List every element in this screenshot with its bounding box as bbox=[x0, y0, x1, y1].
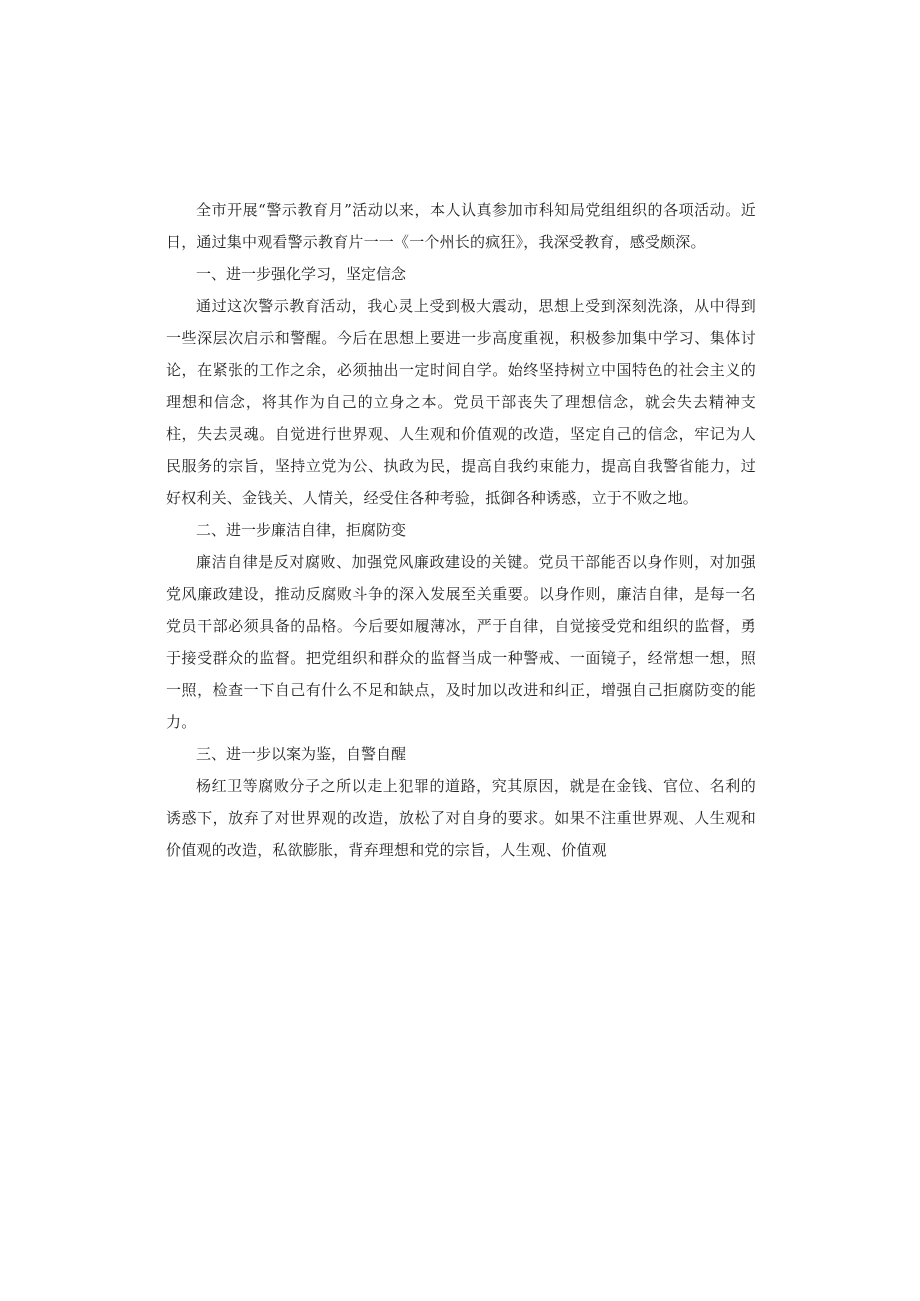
section-3-body: 杨红卫等腐败分子之所以走上犯罪的道路，究其原因，就是在金钱、官位、名利的诱惑下，放弃了对世界观的改造，放松了对自身的要求。如果不注重世界观、人生观和价值观的改造，私欲膨胀，背弃理想和党的宗旨，人生观、价值观 bbox=[166, 777, 756, 859]
section-3-heading: 三、进一步以案为鉴，自警自醒 bbox=[196, 745, 407, 763]
document-page bbox=[166, 194, 756, 866]
section-1-heading: 一、进一步强化学习，坚定信念 bbox=[196, 265, 407, 283]
section-1-body: 通过这次警示教育活动，我心灵上受到极大震动，思想上受到深刻洗涤，从中得到一些深层次启示和警醒。今后在思想上要进一步高度重视，积极参加集中学习、集体讨论，在紧张的工作之余，必须抽出一定时间自学。始终坚持树立中国特色的社会主义的理想和信念，将其作为自己的立身之本。党员干部丧失了理想信念，就会失去精神支柱，失去灵魂。自觉进行世界观、人生观和价值观的改造，坚定自己的信念，牢记为人民服务的宗旨，坚持立党为公、执政为民，提高自我约束能力，提高自我警省能力，过好权利关、金钱关、人情关，经受住各种考验，抵御各种诱惑，立于不败之地。 bbox=[166, 297, 756, 507]
section-2-heading: 二、进一步廉洁自律，拒腐防变 bbox=[196, 521, 407, 539]
intro-paragraph: 全市开展“警示教育月”活动以来，本人认真参加市科知局党组组织的各项活动。近日，通过集中观看警示教育片一一《一个州长的疯狂》，我深受教育，感受颇深。 bbox=[166, 201, 756, 251]
section-2-body: 廉洁自律是反对腐败、加强党风廉政建设的关键。党员干部能否以身作则，对加强党风廉政建设，推动反腐败斗争的深入发展至关重要。以身作则，廉洁自律，是每一名党员干部必须具备的品格。今后要如履薄冰，严于自律，自觉接受党和组织的监督，勇于接受群众的监督。把党组织和群众的监督当成一种警戒、一面镜子，经常想一想，照一照，检查一下自己有什么不足和缺点，及时加以改进和纠正，增强自己拒腐防变的能力。 bbox=[166, 553, 756, 731]
